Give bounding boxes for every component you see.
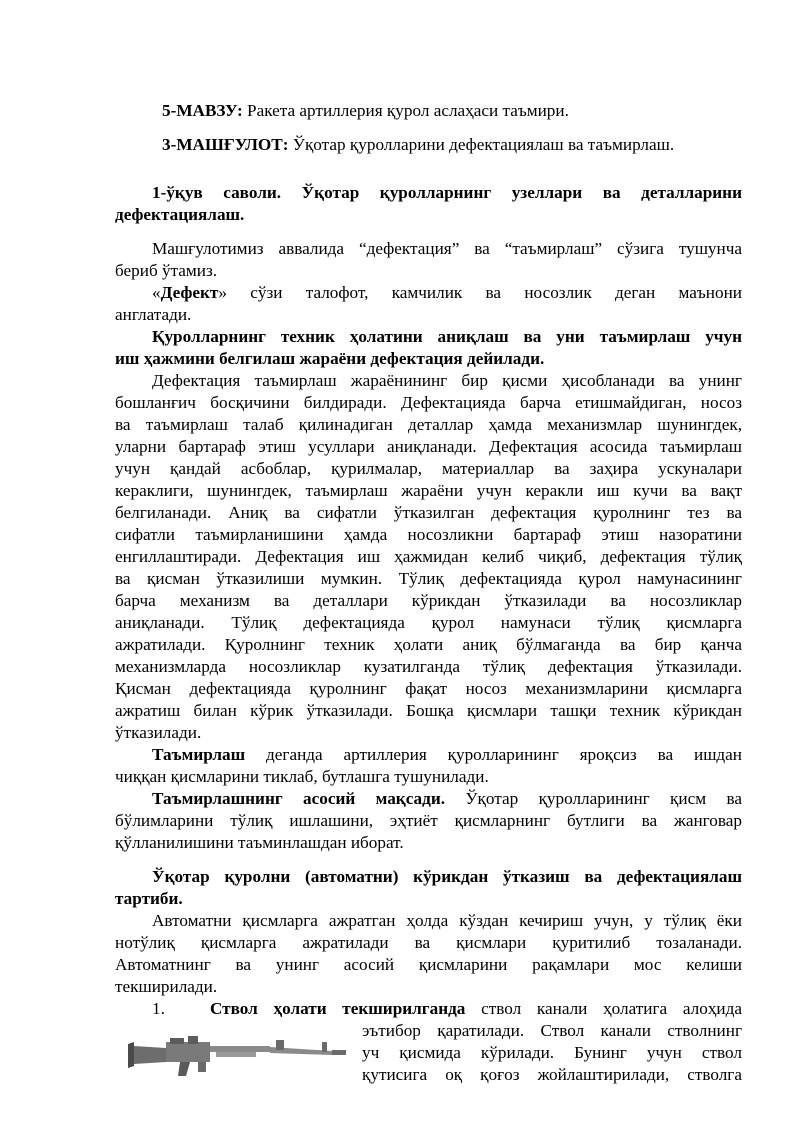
- auto-line-4: текширилади.: [115, 977, 218, 996]
- auto-line-1: Автоматни қисмларга ажратган ҳолда кўздан кечириш учун, у тўлиқ ёки: [152, 911, 742, 930]
- goal-line-3: қўлланилишини таъминлашдан иборат.: [115, 833, 404, 852]
- definition-line-1: Қуролларнинг техник ҳолатини аниқлаш ва уни таъмирлаш учун: [152, 327, 742, 346]
- rifle-illustration: [126, 1030, 348, 1078]
- intro-line-2: бериб ўтамиз.: [115, 261, 218, 280]
- goal-term: Таъмирлашнинг асосий мақсади.: [152, 789, 446, 808]
- paragraph-line: ажратиш билан кўрик ўтказилади. Бошқа қисмлари ташқи техник кўрикдан: [115, 701, 742, 720]
- paragraph-line: енгиллаштиради. Дефектация иш ҳажмидан келиб чиқиб, дефектация тўлиқ: [115, 547, 742, 566]
- quote-open: «: [152, 283, 161, 302]
- lesson-text: Ўқотар қуролларини дефектациялаш ва таъмирлаш.: [288, 135, 675, 154]
- goal-line-2: бўлимларини тўлиқ ишлашини, эҳтиёт қисмларнинг бутлиги ва жанговар: [115, 811, 742, 830]
- repair-line-2: чиққан қисмларини тиклаб, бутлашга тушунилади.: [115, 767, 489, 786]
- paragraph-line: бошланғич босқичини билдиради. Дефектацияда барча етишмайдиган, носоз: [115, 393, 742, 412]
- item1-term: Ствол ҳолати текширилганда: [210, 999, 466, 1018]
- paragraph-line: Қисман дефектацияда қуролнинг фақат носоз механизмларини қисмларга: [115, 679, 742, 698]
- section2-title-line-2: тартиби.: [115, 889, 183, 908]
- topic-text: Ракета артиллерия қурол аслаҳаси таъмири.: [242, 101, 569, 120]
- defect-rest: » сўзи талофот, камчилик ва носозлик деган маънони: [218, 283, 742, 302]
- question-title-line-1: 1-ўқув саволи. Ўқотар қуролларнинг узеллари ва деталларини: [152, 183, 742, 202]
- paragraph-line: ва таъмирлаш талаб қилинадиган деталлар ҳамда механизмлар шунингдек,: [115, 415, 742, 434]
- topic-label: 5-МАВЗУ:: [162, 101, 243, 120]
- paragraph-line: Дефектация таъмирлаш жараёнининг бир қисми ҳисобланади ва унинг: [152, 371, 742, 390]
- auto-line-2: нотўлиқ қисмларга ажратилади ва қисмлари қуритилиб тозаланади.: [115, 933, 742, 952]
- paragraph-line: учун қандай асбоблар, қурилмалар, материаллар ва заҳира ускуналари: [115, 459, 742, 478]
- item1-line-4: қутисига оқ қоғоз жойлаштирилади, стволга: [362, 1065, 742, 1084]
- defect-line-2: англатади.: [115, 305, 192, 324]
- paragraph-line: аниқланади. Тўлиқ дефектацияда қурол намунаси тўлиқ қисмларга: [115, 613, 742, 632]
- paragraph-line: ажратилади. Қуролнинг техник ҳолати аниқ бўлмаганда ва бир қанча: [115, 635, 742, 654]
- definition-line-2: иш ҳажмини белгилаш жараёни дефектация дейилади.: [115, 349, 545, 368]
- paragraph-line: белгиланади. Аниқ ва сифатли ўтказилган дефектация қуролнинг тез ва: [115, 503, 742, 522]
- section2-title-line-1: Ўқотар қуролни (автоматни) кўрикдан ўтказиш ва дефектациялаш: [152, 867, 742, 886]
- repair-line-1: [152, 744, 742, 766]
- lesson-heading: [162, 134, 674, 156]
- auto-line-3: Автоматнинг ва унинг асосий қисмларини рақамлари мос келиши: [115, 955, 742, 974]
- paragraph-line: сифатли таъмирланишини ҳамда носозликни бартараф этиш назоратини: [115, 525, 742, 544]
- paragraph-line: механизмларда носозликлар кузатилганда тўлиқ дефектация ўтказилади.: [115, 657, 742, 676]
- lesson-label: 3-МАШҒУЛОТ:: [162, 135, 289, 154]
- item1-number: 1.: [152, 999, 165, 1018]
- item1-line-3: уч қисмида кўрилади. Бунинг учун ствол: [362, 1043, 742, 1062]
- paragraph-line: ўтказилади.: [115, 723, 202, 742]
- repair-rest: деганда артиллерия қуролларининг яроқсиз ва ишдан: [245, 745, 742, 764]
- item1-rest: ствол канали ҳолатига алоҳида: [465, 999, 743, 1018]
- defect-term: Дефект: [160, 283, 219, 302]
- item1-line-1: [210, 998, 742, 1020]
- question-title-line-2: дефектациялаш.: [115, 205, 245, 224]
- defect-line-1: [152, 282, 742, 304]
- topic-heading: [162, 100, 569, 122]
- paragraph-line: кераклиги, шунингдек, таъмирлаш жараёни учун керакли иш кучи ва вақт: [115, 481, 742, 500]
- repair-term: Таъмирлаш: [152, 745, 246, 764]
- item1-line-2: эътибор қаратилади. Ствол канали стволнинг: [362, 1021, 742, 1040]
- goal-rest: Ўқотар қуролларининг қисм ва: [445, 789, 742, 808]
- paragraph-line: барча механизм ва деталлари кўрикдан ўтказилади ва носозликлар: [115, 591, 742, 610]
- paragraph-line: уларни бартараф этиш усуллари аниқланади. Дефектация асосида таъмирлаш: [115, 437, 742, 456]
- goal-line-1: [152, 788, 742, 810]
- intro-line-1: Машғулотимиз аввалида “дефектация” ва “таъмирлаш” сўзига тушунча: [152, 239, 742, 258]
- paragraph-line: ва қисман ўтказилиши мумкин. Тўлиқ дефектацияда қурол намунасининг: [115, 569, 742, 588]
